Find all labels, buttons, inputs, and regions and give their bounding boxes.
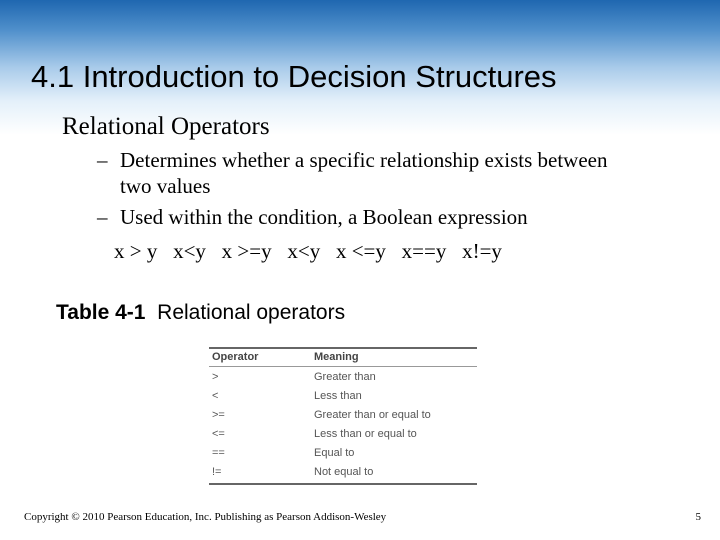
table-bottom-rule (209, 483, 477, 485)
bullet-text: Determines whether a specific relationship exists between (120, 148, 608, 172)
bullet-text: two values (120, 174, 211, 198)
meaning-cell: Greater than (314, 370, 376, 383)
bullet-text: Used within the condition, a Boolean expression (120, 205, 528, 229)
meaning-cell: Not equal to (314, 465, 374, 478)
meaning-cell: Greater than or equal to (314, 408, 431, 421)
meaning-cell: Equal to (314, 446, 355, 459)
table-row (209, 443, 477, 462)
operator-cell: > (212, 370, 219, 383)
slide-title: 4.1 Introduction to Decision Structures (31, 59, 557, 94)
operator-cell: < (212, 389, 219, 402)
table-row (209, 405, 477, 424)
table-header-meaning: Meaning (314, 350, 359, 363)
operator-cell: != (212, 465, 222, 478)
meaning-cell: Less than (314, 389, 362, 402)
table-header-operator: Operator (212, 350, 259, 363)
relational-operators-table (209, 347, 477, 485)
table-caption (56, 299, 345, 327)
table-row (209, 367, 477, 386)
operator-cell: >= (212, 408, 225, 421)
table-row (209, 462, 477, 481)
operator-cell: <= (212, 427, 225, 440)
operators-example-line: x > y x<y x >=y x<y x <=y x==y x!=y (114, 239, 502, 263)
table-row (209, 386, 477, 405)
table-caption-text: Relational operators (145, 301, 346, 324)
table-caption-number: Table 4-1 (56, 301, 146, 324)
section-heading: Relational Operators (62, 113, 270, 140)
table-row (209, 424, 477, 443)
operator-cell: == (212, 446, 225, 459)
table-header-row (209, 349, 477, 364)
copyright-footer: Copyright © 2010 Pearson Education, Inc. Publishing as Pearson Addison-Wesley (24, 511, 387, 523)
bullet-dash: – (97, 148, 108, 172)
bullet-dash: – (97, 205, 108, 229)
meaning-cell: Less than or equal to (314, 427, 417, 440)
page-number: 5 (695, 511, 701, 523)
